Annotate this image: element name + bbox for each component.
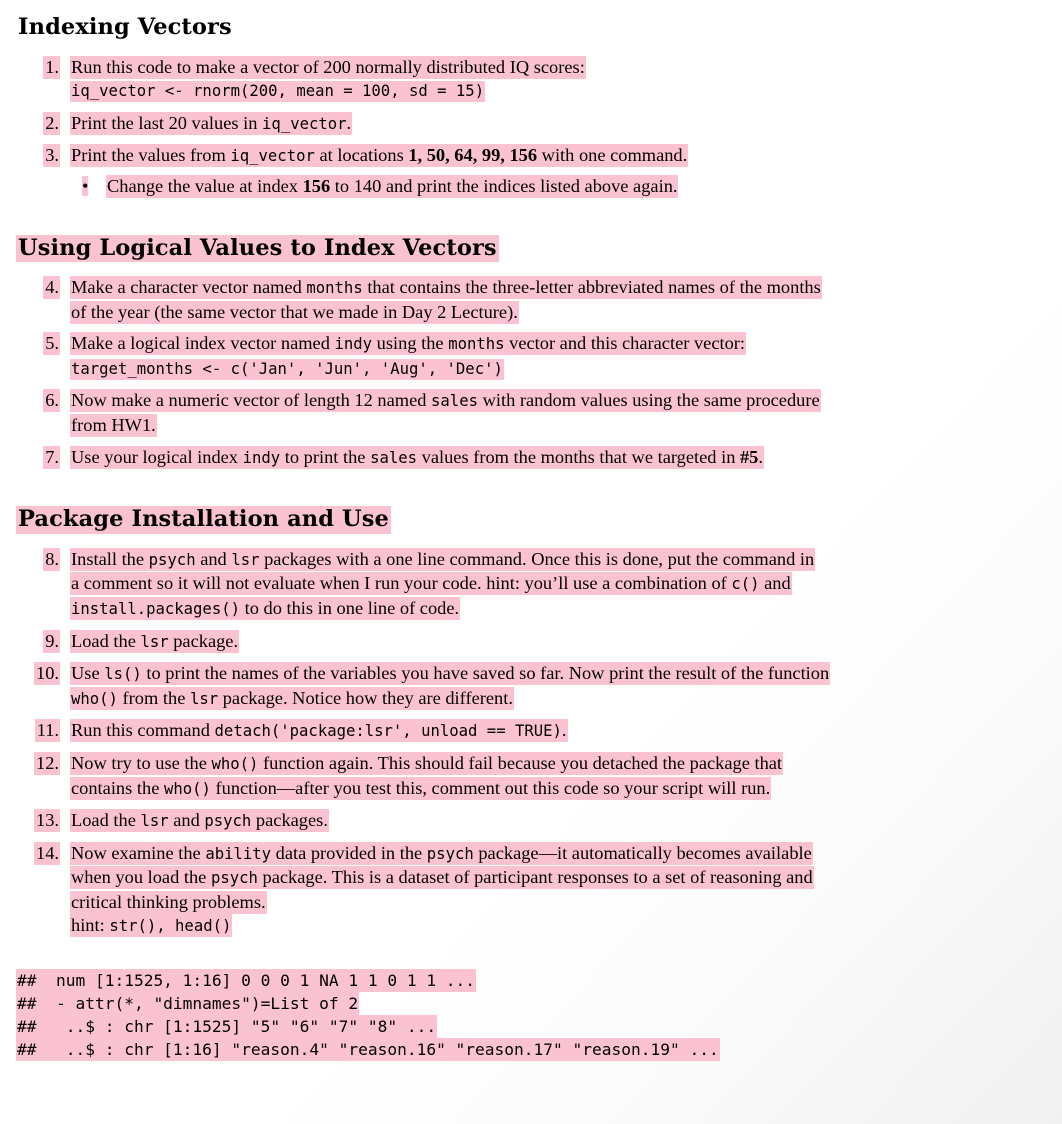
- task-text: with random values using the same procedure: [477, 390, 820, 411]
- task-text: data provided in the: [271, 842, 427, 863]
- code-snippet: ls(): [104, 665, 142, 684]
- list-item-task-14: [16, 842, 1062, 939]
- spacer: [0, 262, 1062, 276]
- task-text: from HW1.: [71, 415, 156, 436]
- task-text: package. This is a dataset of participant responses to a set of reasoning and: [257, 867, 813, 888]
- code-snippet: psych: [148, 550, 196, 569]
- code-snippet: lsr: [140, 812, 169, 831]
- list-marker: 5.: [45, 333, 59, 354]
- list-marker: 13.: [36, 810, 59, 831]
- list-marker: 10.: [36, 663, 59, 684]
- task-text: Now try to use the: [71, 752, 212, 773]
- code-snippet: lsr: [140, 632, 169, 651]
- code-snippet: lsr: [231, 550, 260, 569]
- code-snippet: who(): [163, 779, 211, 798]
- section-heading-row: [0, 506, 1062, 534]
- task-line: [70, 662, 1062, 687]
- list-marker: 11.: [36, 720, 59, 741]
- code-snippet: iq_vector <- rnorm(200, mean = 100, sd = 15): [71, 82, 485, 101]
- list-marker: 12.: [36, 752, 59, 773]
- task-line: [70, 548, 1062, 573]
- list-marker: 7.: [45, 446, 59, 467]
- list-marker: 3.: [45, 145, 59, 166]
- list-marker: 8.: [45, 548, 59, 569]
- emphasis-text: 1, 50, 64, 99, 156: [408, 145, 538, 166]
- list-marker: 9.: [45, 630, 59, 651]
- task-text: .: [346, 112, 352, 133]
- task-code-line: [70, 357, 1062, 382]
- task-text: package—it automatically becomes available: [473, 842, 812, 863]
- task-line: [70, 414, 1062, 438]
- code-snippet: iq_vector: [230, 147, 315, 166]
- code-output-line: ## ..$ : chr [1:16] "reason.4" "reason.16" "reason.17" "reason.19" ...: [17, 1040, 719, 1060]
- task-text: contains the: [71, 777, 164, 798]
- list-item-task-3: [16, 144, 1062, 198]
- code-snippet: sales: [370, 448, 418, 467]
- section-heading-logical-values: Using Logical Values to Index Vectors: [18, 234, 497, 261]
- task-text: package.: [168, 630, 239, 651]
- task-list-section-2: [0, 276, 1062, 470]
- task-line: [70, 572, 1062, 597]
- task-line: [70, 777, 1062, 802]
- spacer: [0, 947, 1062, 969]
- emphasis-text: 156: [302, 175, 331, 196]
- task-text: .: [758, 446, 763, 467]
- code-snippet: detach('package:lsr', unload == TRUE): [214, 722, 562, 741]
- task-text: at locations: [314, 145, 409, 166]
- list-item-task-2: [16, 112, 1062, 137]
- code-output-line: ## - attr(*, "dimnames")=List of 2: [17, 994, 359, 1014]
- task-line: [70, 301, 1062, 325]
- code-snippet: target_months <- c('Jan', 'Jun', 'Aug', 'Dec'): [71, 359, 503, 378]
- code-snippet: months: [306, 279, 363, 298]
- list-marker: 14.: [36, 842, 59, 863]
- code-snippet: who(): [211, 754, 259, 773]
- task-line: [70, 687, 1062, 712]
- list-marker: 4.: [45, 277, 59, 298]
- task-text: that contains the three-letter abbreviated names of the months: [362, 277, 821, 298]
- task-text: using the: [372, 333, 449, 354]
- task-line: [70, 332, 1062, 357]
- task-code-line: [70, 79, 1062, 104]
- code-snippet: c(): [731, 575, 760, 594]
- list-item-task-1: [16, 56, 1062, 104]
- section-heading-row: [0, 235, 1062, 263]
- task-text: and: [168, 810, 205, 831]
- code-snippet: psych: [210, 869, 258, 888]
- task-line: [70, 866, 1062, 891]
- list-item-task-13: [16, 809, 1062, 834]
- task-text: to print the: [280, 446, 371, 467]
- task-line: [70, 144, 1062, 169]
- task-line: [70, 809, 1062, 834]
- code-snippet: indy: [242, 448, 281, 467]
- task-list-section-3: [0, 548, 1062, 939]
- task-text: to do this in one line of code.: [240, 597, 460, 618]
- task-text: Now examine the: [71, 842, 206, 863]
- task-text: Print the values from: [71, 145, 231, 166]
- hint-label: hint:: [71, 915, 110, 936]
- code-output-line: ## num [1:1525, 1:16] 0 0 0 1 NA 1 1 0 1 1 ...: [17, 971, 476, 991]
- task-line: [70, 276, 1062, 301]
- task-text: and: [195, 548, 232, 569]
- list-marker: 2.: [45, 112, 59, 133]
- section-heading-row: [0, 0, 1062, 42]
- section-heading-package-installation: Package Installation and Use: [18, 506, 389, 533]
- task-text: function—after you test this, comment out this code so your script will run.: [210, 777, 771, 798]
- list-marker: 1.: [45, 56, 59, 77]
- list-item-subtask-1: [70, 175, 1062, 199]
- list-item-task-4: [16, 276, 1062, 324]
- list-item-task-10: [16, 662, 1062, 711]
- subtask-text: to 140 and print the indices listed above again.: [330, 175, 678, 196]
- list-item-task-9: [16, 630, 1062, 655]
- task-text: Make a character vector named: [71, 277, 307, 298]
- list-marker: 6.: [45, 390, 59, 411]
- code-snippet: psych: [426, 844, 474, 863]
- task-line: [70, 597, 1062, 622]
- subtask-line: [106, 175, 1062, 199]
- task-text: vector and this character vector:: [504, 333, 746, 354]
- ordered-task-list: [16, 548, 1062, 939]
- emphasis-text: #5: [739, 446, 759, 467]
- task-text: .: [561, 720, 567, 741]
- task-text: Make a logical index vector named: [71, 333, 335, 354]
- task-text: Run this code to make a vector of 200 normally distributed IQ scores:: [71, 56, 585, 77]
- spacer: [0, 42, 1062, 56]
- task-line: [70, 891, 1062, 915]
- task-text: Now make a numeric vector of length 12 named: [71, 390, 432, 411]
- subtask-text: Change the value at index: [107, 175, 303, 196]
- task-text: Load the: [71, 810, 141, 831]
- task-line: [70, 842, 1062, 867]
- code-snippet: indy: [334, 335, 373, 354]
- task-text: critical thinking problems.: [71, 891, 266, 912]
- list-item-task-8: [16, 548, 1062, 622]
- task-text: Install the: [71, 548, 149, 569]
- task-line: [70, 630, 1062, 655]
- task-text: a comment so it will not evaluate when I run your code. hint: you’ll use a combination of: [71, 573, 732, 594]
- spacer: [0, 207, 1062, 235]
- task-line: [70, 446, 1062, 471]
- code-snippet: install.packages(): [71, 599, 240, 618]
- task-text: packages.: [251, 810, 328, 831]
- task-line: [70, 752, 1062, 777]
- code-output-line: ## ..$ : chr [1:1525] "5" "6" "7" "8" ...: [17, 1017, 437, 1037]
- task-hint-line: [70, 914, 1062, 939]
- task-line: [70, 56, 1062, 80]
- bullet-icon: •: [82, 175, 89, 196]
- code-snippet: iq_vector: [262, 114, 347, 133]
- task-text: when you load the: [71, 867, 211, 888]
- code-snippet: psych: [204, 812, 252, 831]
- task-text: Load the: [71, 630, 141, 651]
- list-item-task-5: [16, 332, 1062, 381]
- spacer: [0, 534, 1062, 548]
- task-text: and: [759, 573, 791, 594]
- list-item-task-12: [16, 752, 1062, 801]
- task-line: [70, 389, 1062, 414]
- code-output-block: [0, 969, 1062, 1061]
- code-snippet: ability: [205, 844, 272, 863]
- task-list-section-1: [0, 56, 1062, 199]
- spacer: [0, 478, 1062, 506]
- task-text: packages with a one line command. Once this is done, put the command in: [259, 548, 815, 569]
- task-line: [70, 719, 1062, 744]
- list-item-task-6: [16, 389, 1062, 437]
- code-snippet: months: [448, 335, 505, 354]
- list-item-task-7: [16, 446, 1062, 471]
- ordered-task-list: [16, 56, 1062, 199]
- task-text: with one command.: [537, 145, 688, 166]
- task-text: to print the names of the variables you have saved so far. Now print the result of the function: [141, 663, 830, 684]
- task-text: values from the months that we targeted in: [417, 446, 740, 467]
- task-text: Use your logical index: [71, 446, 243, 467]
- code-snippet: who(): [71, 689, 118, 708]
- code-snippet: sales: [431, 392, 478, 411]
- task-text: Run this command: [71, 720, 215, 741]
- task-text: function again. This should fail because you detached the package that: [258, 752, 783, 773]
- code-snippet: lsr: [189, 689, 219, 708]
- task-line: [70, 112, 1062, 137]
- task-text: package. Notice how they are different.: [218, 687, 513, 708]
- list-item-task-11: [16, 719, 1062, 744]
- task-text: Use: [71, 663, 105, 684]
- task-text: of the year (the same vector that we made in Day 2 Lecture).: [71, 301, 518, 322]
- ordered-task-list: [16, 276, 1062, 470]
- page-title: Indexing Vectors: [18, 14, 232, 40]
- task-text: Print the last 20 values in: [71, 112, 263, 133]
- task-text: from the: [117, 687, 190, 708]
- sub-task-list: [70, 175, 1062, 199]
- code-snippet: str(), head(): [109, 917, 232, 936]
